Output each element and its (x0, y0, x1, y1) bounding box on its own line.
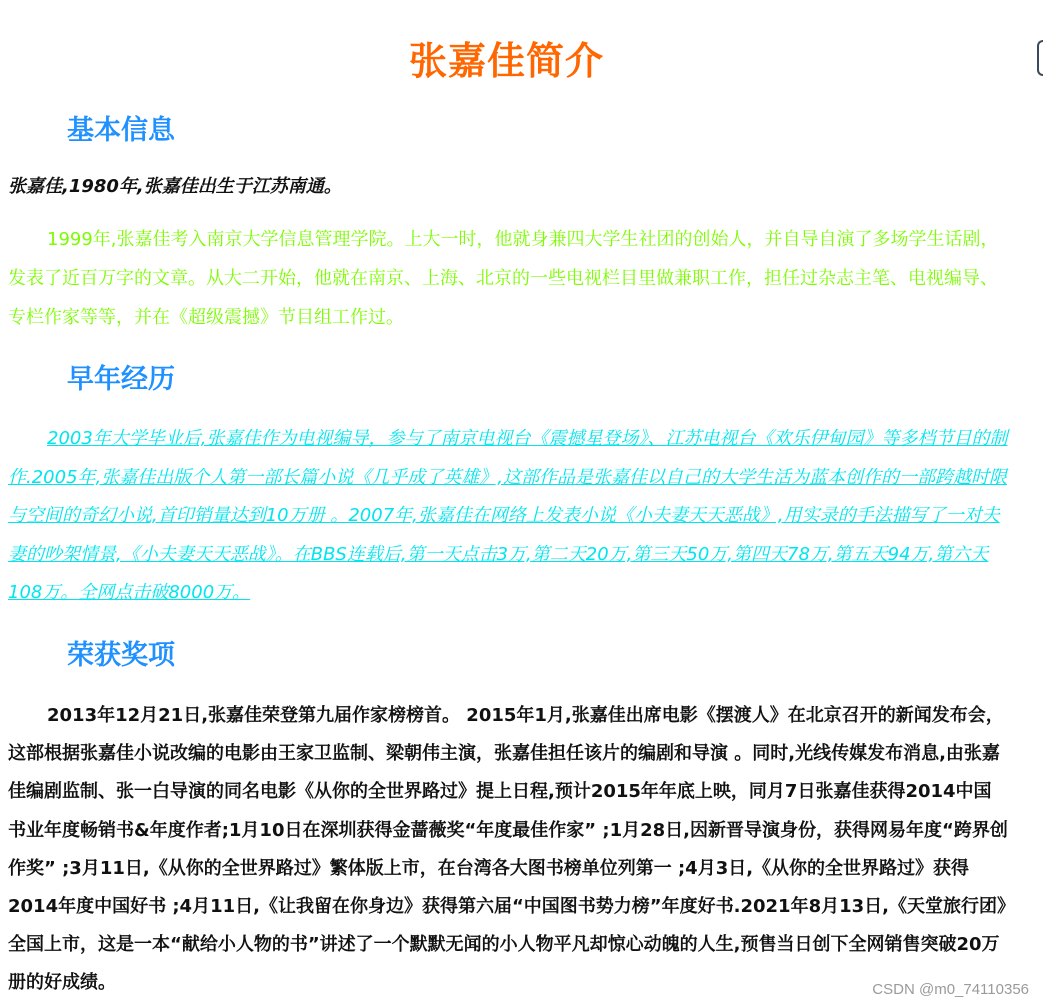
awards-paragraph: 2013年12月21日,张嘉佳荣登第九届作家榜榜首。 2015年1月,张嘉佳出席电影《摆渡人》在北京召开的新闻发布会，这部根据张嘉佳小说改编的电影由王家卫监制、梁朝伟主演，张嘉佳担任该片的编剧和导演 。同时,光线传媒发布消息,由张嘉佳编剧监制、张一白导演的同名电影《从你的全世界路过》提上日程,预计2015年年底上映，同月7日张嘉佳获得2014中国书业年度畅销书&年度作者;1月10日在深圳获得金蔷薇奖“年度最佳作家” ;1月28日,因新晋导演身份，获得网易年度“跨界创作奖” ;3月11日,《从你的全世界路过》繁体版上市，在台湾各大图书榜单位列第一 ;4月3日,《从你的全世界路过》获得2014年度中国好书 ;4月11日,《让我留在你身边》获得第六届“中国图书势力榜”年度好书.2021年8月13日,《天堂旅行团》全国上市，这是一本“献给小人物的书”讲述了一个默默无闻的小人物平凡却惊心动魄的人生,预售当日创下全网销售突破20万册的好成绩。 (8, 705, 1008, 994)
intro-line: 张嘉佳,1980年,张嘉佳出生于江苏南通。 (8, 176, 342, 197)
basic-info-paragraph: 1999年,张嘉佳考入南京大学信息管理学院。上大一时，他就身兼四大学生社团的创始人，并自导自演了多场学生话剧，发表了近百万字的文章。从大二开始，他就在南京、上海、北京的一些电视栏目里做兼职工作，担任过杂志主笔、电视编导、专栏作家等等，并在《超级震撼》节目组工作过。 (8, 229, 999, 328)
side-scroll-tab[interactable] (1037, 40, 1043, 76)
section-heading-basic-info: 基本信息 (67, 115, 175, 146)
watermark: CSDN @m0_74110356 (872, 981, 1029, 998)
section-heading-awards: 荣获奖项 (67, 640, 175, 671)
section-heading-early-career: 早年经历 (67, 364, 175, 395)
page-title: 张嘉佳简介 (408, 39, 604, 83)
early-career-paragraph[interactable]: 2003年大学毕业后,张嘉佳作为电视编导，参与了南京电视台《震撼星登场》、江苏电视台《欢乐伊甸园》等多档节目的制作.2005年,张嘉佳出版个人第一部长篇小说《几乎成了英雄》,这部作品是张嘉佳以自己的大学生活为蓝本创作的一部跨越时限与空间的奇幻小说,首印销量达到10万册 。2007年,张嘉佳在网络上发表小说《小夫妻天天恶战》,用实录的手法描写了一对夫妻的吵架情景,《小夫妻天天恶战》。在BBS连载后,第一天点击3万,第二天20万,第三天50万,第四天78万,第五天94万,第六天108万。全网点击破8000万。 (8, 428, 1008, 603)
